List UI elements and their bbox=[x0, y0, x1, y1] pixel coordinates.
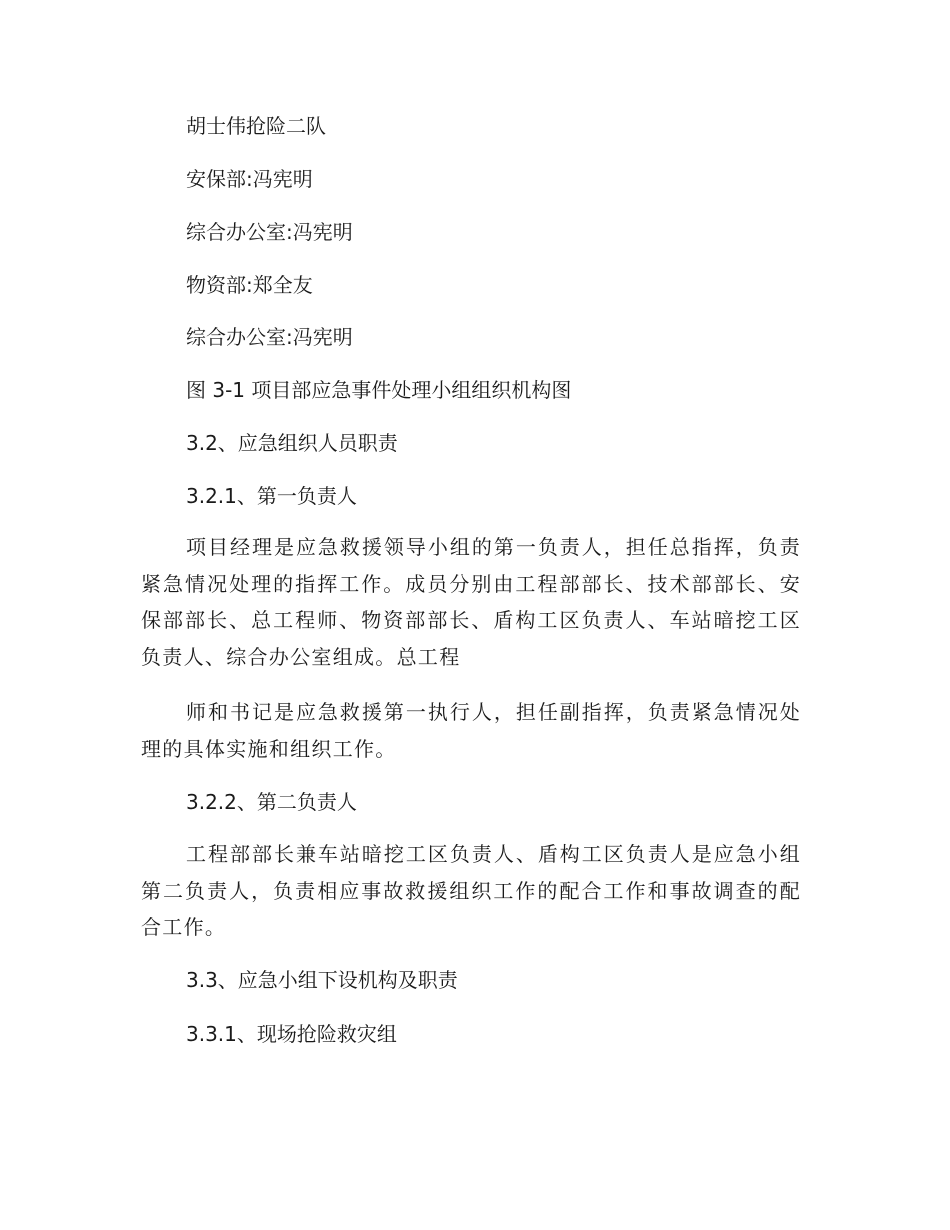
section-heading-3-2-1: 3.2.1、第一负责人 bbox=[186, 484, 357, 508]
section-heading-3-3: 3.3、应急小组下设机构及职责 bbox=[186, 968, 458, 992]
paragraph-deputy-commander: 师和书记是应急救援第一执行人，担任副指挥，负责紧急情况处理的具体实施和组织工作。 bbox=[141, 700, 801, 761]
paragraph-first-responsible: 项目经理是应急救援领导小组的第一负责人，担任总指挥，负责紧急情况处理的指挥工作。成员分别由工程部部长、技术部部长、安保部部长、总工程师、物资部部长、盾构工区负责人、车站暗挖工区负责人、综合办公室组成。总工程 bbox=[141, 535, 801, 669]
text-line-team: 胡士伟抢险二队 bbox=[186, 114, 326, 138]
figure-caption: 图 3-1 项目部应急事件处理小组组织机构图 bbox=[186, 378, 572, 402]
section-heading-3-3-1: 3.3.1、现场抢险救灾组 bbox=[186, 1022, 397, 1046]
text-line-materials-dept: 物资部:郑全友 bbox=[186, 273, 313, 297]
paragraph-second-responsible: 工程部部长兼车站暗挖工区负责人、盾构工区负责人是应急小组第二负责人，负责相应事故救援组织工作的配合工作和事故调查的配合工作。 bbox=[141, 842, 801, 939]
section-heading-3-2: 3.2、应急组织人员职责 bbox=[186, 431, 398, 455]
section-heading-3-2-2: 3.2.2、第二负责人 bbox=[186, 790, 357, 814]
text-line-admin-office: 综合办公室:冯宪明 bbox=[186, 220, 353, 244]
text-line-security-dept: 安保部:冯宪明 bbox=[186, 167, 313, 191]
text-line-admin-office-2: 综合办公室:冯宪明 bbox=[186, 325, 353, 349]
